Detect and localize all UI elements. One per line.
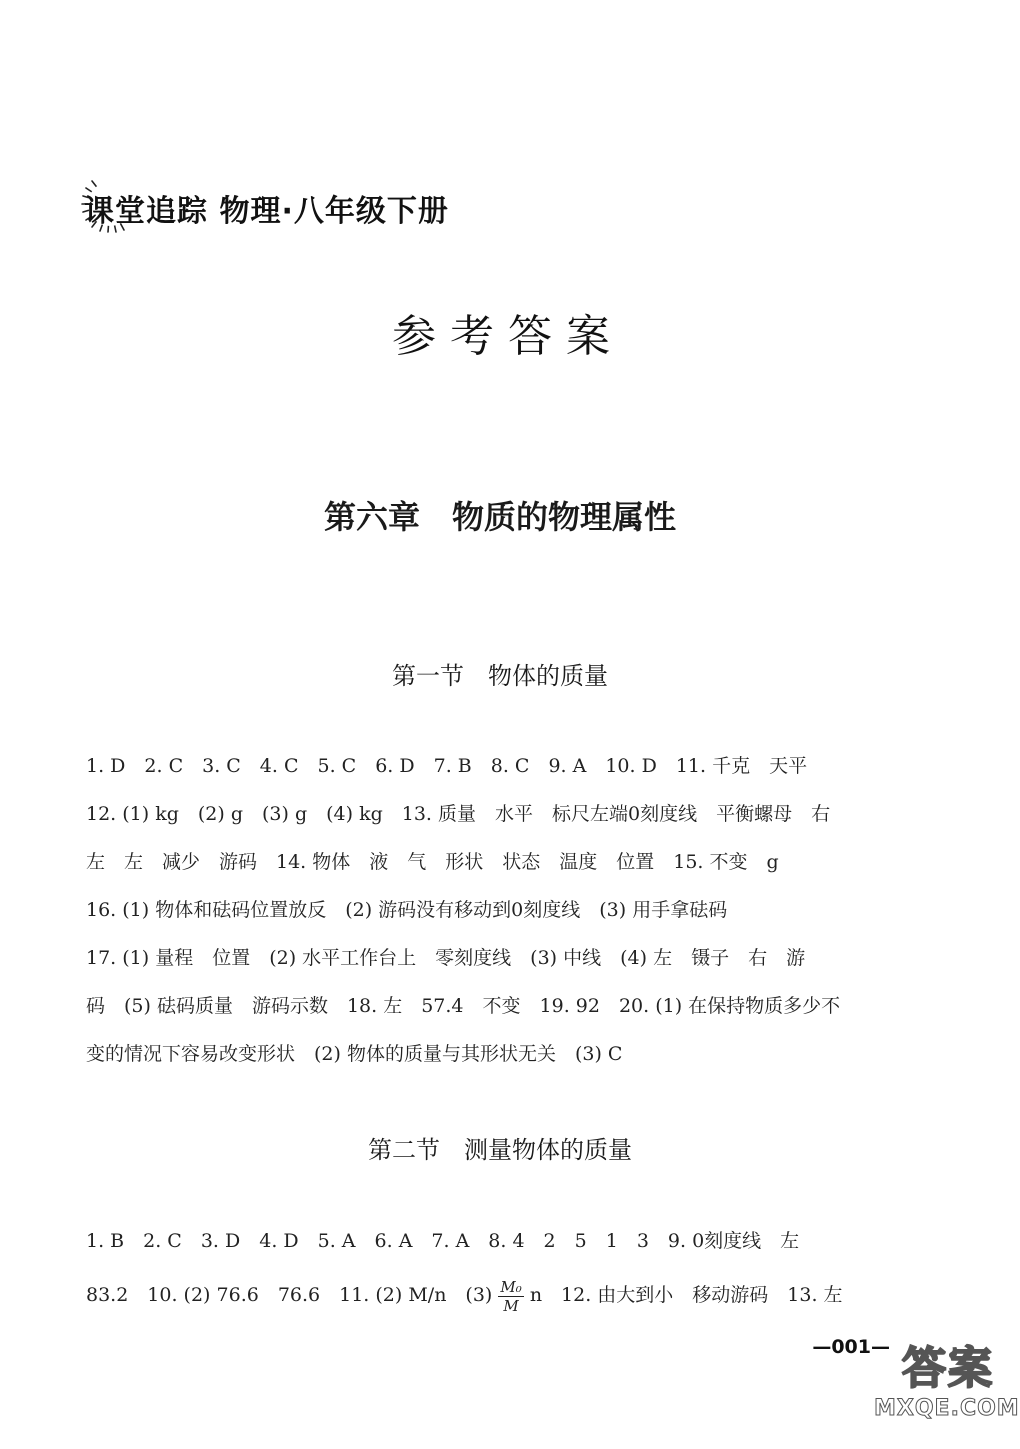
page-title: 参考答案 xyxy=(392,311,624,362)
answer-line: 12. (1) kg (2) g (3) g (4) kg 13. 质量 水平 标尺左端0刻度线 平衡螺母 右 xyxy=(86,803,831,825)
answer-line: 码 (5) 砝码质量 游码示数 18. 左 57.4 不变 19. 92 20. (1) 在保持物质多少不 xyxy=(86,995,841,1017)
answer-line: 1. B 2. C 3. D 4. D 5. A 6. A 7. A 8. 4 2 5 1 3 9. 0刻度线 左 xyxy=(86,1230,800,1252)
watermark-text: 答案 xyxy=(902,1343,994,1394)
watermark-url: MXQE.COM xyxy=(874,1396,1020,1421)
section-title-1: 第一节 物体的质量 xyxy=(392,662,608,690)
answers-section-1 xyxy=(86,742,894,1078)
answer-line: 变的情况下容易改变形状 (2) 物体的质量与其形状无关 (3) C xyxy=(86,1043,623,1065)
answer-line xyxy=(86,1268,894,1322)
answer-line: 16. (1) 物体和砝码位置放反 (2) 游码没有移动到0刻度线 (3) 用手拿砝码 xyxy=(86,899,728,921)
answer-text: n 12. 由大到小 移动游码 13. 左 xyxy=(529,1284,843,1306)
answers-section-2 xyxy=(86,1214,894,1322)
fraction xyxy=(498,1278,523,1315)
answer-line: 17. (1) 量程 位置 (2) 水平工作台上 零刻度线 (3) 中线 (4) 左 镊子 右 游 xyxy=(86,947,806,969)
watermark-logo xyxy=(874,1343,1020,1443)
fraction-denominator: M xyxy=(503,1296,519,1315)
section-title-2: 第二节 测量物体的质量 xyxy=(368,1136,632,1164)
answer-line: 1. D 2. C 3. C 4. C 5. C 6. D 7. B 8. C 9. A 10. D 11. 千克 天平 xyxy=(86,755,808,777)
chapter-title: 第六章 物质的物理属性 xyxy=(323,498,676,536)
answer-line: 左 左 减少 游码 14. 物体 液 气 形状 状态 温度 位置 15. 不变 g xyxy=(86,851,779,873)
book-title: 课堂追踪 物理·八年级下册 xyxy=(84,194,449,229)
answer-text: 83.2 10. (2) 76.6 76.6 11. (2) M/n (3) xyxy=(86,1284,493,1306)
book-header xyxy=(82,178,449,238)
fraction-numerator: M₀ xyxy=(500,1277,522,1296)
page-number: —001— xyxy=(812,1336,890,1358)
